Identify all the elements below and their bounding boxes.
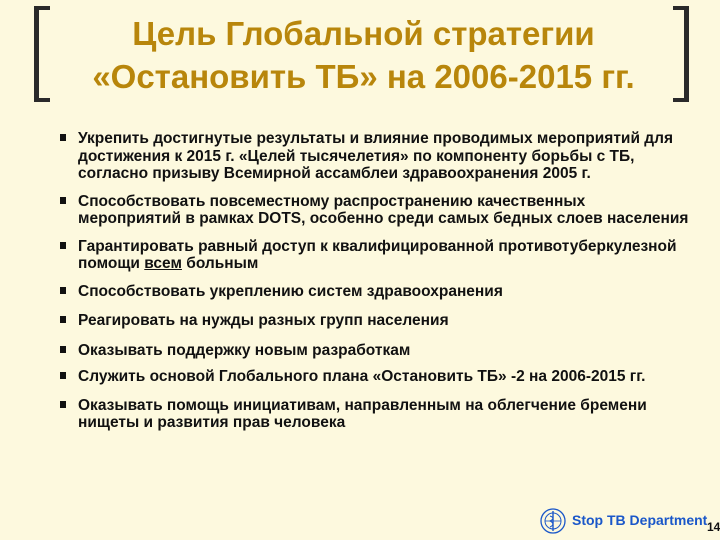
list-item-text: Способствовать укреплению систем здравоохранения — [78, 282, 503, 300]
square-bullet-icon — [60, 287, 66, 294]
page-number: 14 — [707, 520, 720, 534]
list-item-text: Служить основой Глобального плана «Остановить ТБ» -2 на 2006-2015 гг. — [78, 368, 646, 385]
list-item-text: Реагировать на нужды разных групп населения — [78, 312, 449, 329]
square-bullet-icon — [60, 242, 66, 249]
slide-title — [55, 12, 672, 98]
list-item — [60, 130, 690, 183]
square-bullet-icon — [60, 134, 66, 141]
department-label: Stop TB Department — [572, 512, 708, 528]
title-left-bracket — [34, 6, 50, 102]
list-item-text: Оказывать помощь инициативам, направленным на облегчение бремени нищеты и развития прав человека — [78, 396, 647, 431]
list-item — [60, 283, 690, 301]
square-bullet-icon — [60, 372, 66, 379]
list-item — [60, 193, 690, 228]
title-right-bracket — [673, 6, 689, 102]
list-item — [60, 397, 690, 432]
square-bullet-icon — [60, 197, 66, 204]
square-bullet-icon — [60, 316, 66, 323]
square-bullet-icon — [60, 346, 66, 353]
title-line-2: «Остановить ТБ» на 2006-2015 гг. — [92, 58, 635, 95]
list-item — [60, 238, 690, 273]
list-item-text-end: больным — [181, 255, 259, 272]
title-line-1: Цель Глобальной стратегии — [132, 15, 595, 52]
square-bullet-icon — [60, 401, 66, 408]
list-item-text: Способствовать повсеместному распространению качественных мероприятий в рамках DOTS, особенно среди самых бедных слоев населения — [78, 192, 689, 227]
who-emblem-icon — [540, 508, 566, 534]
list-item-text: Укрепить достигнутые результаты и влияние проводимых мероприятий для достижения к 2015 г. «Целей тысячелетия» по компоненту борьбы с ТБ, согласно призыву Всемирной ассамблеи здравоохранения 2005 г. — [78, 130, 674, 182]
list-item — [60, 368, 690, 386]
list-item — [60, 342, 690, 360]
list-item-emphasis: всем — [144, 255, 182, 272]
list-item-text: Оказывать поддержку новым разработкам — [78, 341, 411, 359]
list-item — [60, 312, 690, 330]
list-item-text-start: Гарантировать равный доступ к квалифицированной противотуберкулезной помощи — [78, 237, 677, 272]
footer — [540, 508, 715, 536]
goals-list — [60, 130, 690, 432]
